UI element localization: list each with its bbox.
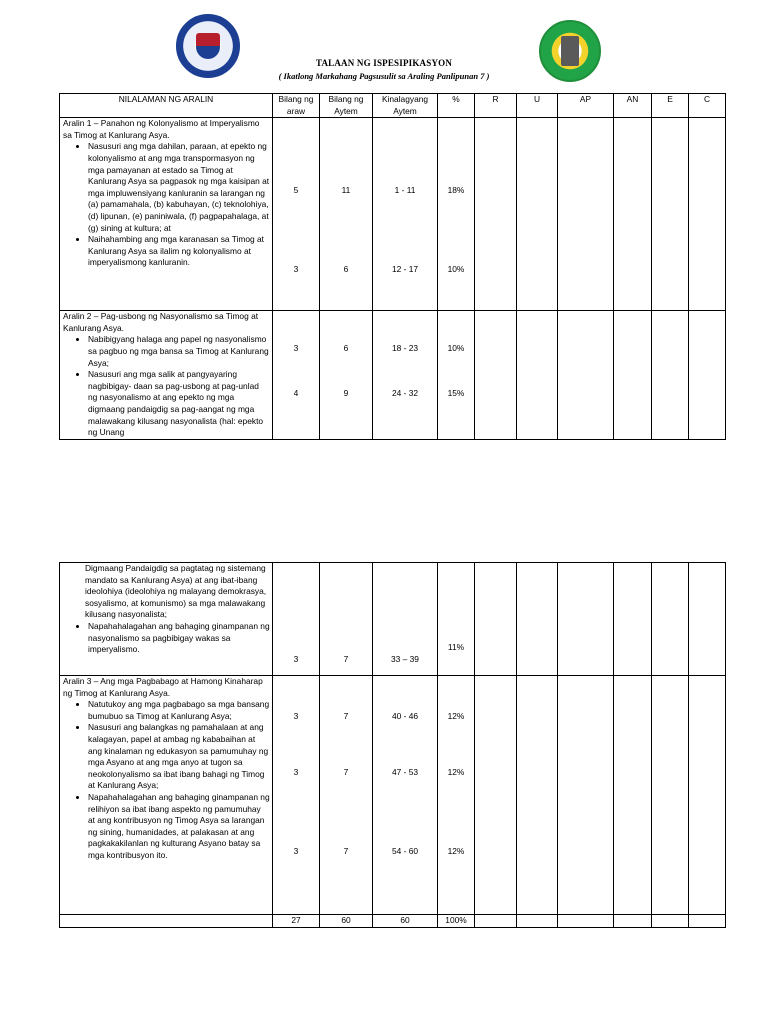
total-araw: 27 [273,915,320,928]
total-kinalagyan: 60 [373,915,438,928]
aralin3-aytem-cell [320,676,373,915]
table-row-continuation [60,563,726,676]
value: 1 - 11 [394,185,416,196]
value: 24 - 32 [391,388,419,399]
value: 54 - 60 [391,846,419,856]
value: 12% [447,711,465,721]
aralin1-percent-cell [438,118,475,311]
total-percent: 100% [438,915,475,928]
aralin2-aytem-cell [320,311,373,440]
value: 3 [293,264,299,275]
value: 3 [293,767,299,777]
aralin2-kinalagyan-cell [373,311,438,440]
value: 33 – 39 [391,654,419,664]
value: 6 [343,343,349,354]
value: 7 [343,654,349,664]
value: 9 [343,388,349,399]
continuation-kinalagyan-cell [373,563,438,676]
totals-row [60,915,726,928]
continuation-percent-cell [438,563,475,676]
col-header-nilalaman: NILALAMAN NG ARALIN [60,94,273,118]
value: 12 - 17 [391,264,419,275]
col-header-c: C [689,94,726,118]
list-item: • Nasusuri ang mga salik at pangyayaring nagbibigay- daan sa pag-usbong at pag-unlad ng nasyonalismo at ang epekto ng mga digmaang pandaigdig sa pag-aangat ng mga malawakang kilusang nasyonalista (hal: epekto ng Unang [88,369,270,439]
value: 11% [447,642,465,652]
table-row-aralin1 [60,118,726,311]
document-subtitle: ( Ikatlong Markahang Pagsusulit sa Araling Panlipunan 7 ) [278,71,490,81]
col-header-aytem: Bilang ng Aytem [320,94,373,118]
table-row-aralin2 [60,311,726,440]
value: 11 [341,185,351,196]
value: 3 [293,343,299,354]
col-header-araw: Bilang ng araw [273,94,320,118]
value: 7 [343,846,349,856]
value: 10% [447,264,465,275]
header-row [60,94,726,118]
aralin3-araw-cell [273,676,320,915]
value: 12% [447,767,465,777]
col-header-e: E [652,94,689,118]
list-item: • Natutukoy ang mga pagbabago sa mga bansang bumubuo sa Timog at Kanlurang Asya; [88,699,270,722]
aralin3-kinalagyan-cell [373,676,438,915]
value: 18% [447,185,465,196]
list-item: • Nasusuri ang balangkas ng pamahalaan at ang kalagayan, papel at ambag ng kababaihan at ang kinalaman ng edukasyon sa pamumuhay ng mga Asyano at ang mga anyo at tugon sa neokolonyalismo sa ibat ibang bahagi ng Timog at Kanlurang Asya; [88,722,270,792]
col-header-percent: % [438,94,475,118]
value: 3 [293,654,299,664]
value: 3 [293,711,299,721]
aralin3-title: Aralin 3 – Ang mga Pagbabago at Hamong Kinaharap ng Timog at Kanlurang Asya. [63,676,263,698]
aralin3-content [60,676,273,915]
aralin1-kinalagyan-cell [373,118,438,311]
total-aytem: 60 [320,915,373,928]
deped-seal-logo [176,14,240,78]
aralin1-title: Aralin 1 – Panahon ng Kolonyalismo at Imperyalismo sa Timog at Kanlurang Asya. [63,118,260,140]
specification-table-page2 [59,562,726,915]
col-header-an: AN [614,94,652,118]
continuation-text: Digmaang Pandaigdig sa pagtatag ng sistemang mandato sa Kanlurang Asya) at ang ibat-ibang ideolohiya (ideolohiya ng malayang demokrasya, sosyalismo, at komunismo) sa mga malawakang kilusang nasyonalista; [85,563,267,620]
list-item: • Napahahalagahan ang bahaging ginampanan ng relihiyon sa ibat ibang aspekto ng pamumuhay at ang kontribusyon ng Timog Asya sa larangan ng sining, humanidades, at palakasan at ang pagkakakilanlan ng kulturang Asyano batay sa mga kontribusyon ito. [88,792,270,862]
aralin2-araw-cell [273,311,320,440]
aralin2-percent-cell [438,311,475,440]
col-header-kinalagyan: Kinalagyang Aytem [373,94,438,118]
list-item: • Nabibigyang halaga ang papel ng nasyonalismo sa pagbuo ng mga bansa sa Timog at Kanlurang Asya; [88,334,270,369]
aralin3-percent-cell [438,676,475,915]
totals-table [59,914,726,928]
value: 4 [293,388,299,399]
value: 40 - 46 [391,711,419,721]
list-item: • Naihahambing ang mga karanasan sa Timog at Kanlurang Asya sa ilalim ng kolonyalismo at imperyalismong kanluranin. [88,234,270,269]
col-header-r: R [475,94,517,118]
aralin2-content [60,311,273,440]
aralin1-content [60,118,273,311]
col-header-ap: AP [558,94,614,118]
value: 5 [293,185,299,196]
value: 10% [447,343,465,354]
value: 18 - 23 [391,343,419,354]
value: 47 - 53 [391,767,419,777]
value: 6 [343,264,349,275]
list-item: • Napahahalagahan ang bahaging ginampanan ng nasyonalismo sa pagbibigay wakas sa imperyalismo. [88,621,270,656]
specification-table-page1 [59,93,726,440]
value: 15% [447,388,465,399]
col-header-u: U [517,94,558,118]
value: 7 [343,711,349,721]
continuation-aytem-cell [320,563,373,676]
aralin1-aytem-cell [320,118,373,311]
totals-label-cell [60,915,273,928]
value: 7 [343,767,349,777]
value: 12% [447,846,465,856]
list-item: • Nasusuri ang mga dahilan, paraan, at epekto ng kolonyalismo at ang mga transpormasyon ng mga pamayanan at estado sa Timog at Kanlurang Asya sa pagpasok ng mga kaisipan at mga impluwensiyang kanluranin sa larangan ng (a) pamamahala, (b) kabuhayan, (c) teknolohiya, (d) lipunan, (e) paniniwala, (f) pagpapahalaga, at (g) sining at kultura; at [88,141,270,234]
document-title: TALAAN NG ISPESIPIKASYON [315,58,453,68]
table-row-aralin3 [60,676,726,915]
value: 3 [293,846,299,856]
aralin2-title: Aralin 2 – Pag-usbong ng Nasyonalismo sa Timog at Kanlurang Asya. [63,311,259,333]
continuation-araw-cell [273,563,320,676]
aralin1-araw-cell [273,118,320,311]
continuation-content [60,563,273,676]
